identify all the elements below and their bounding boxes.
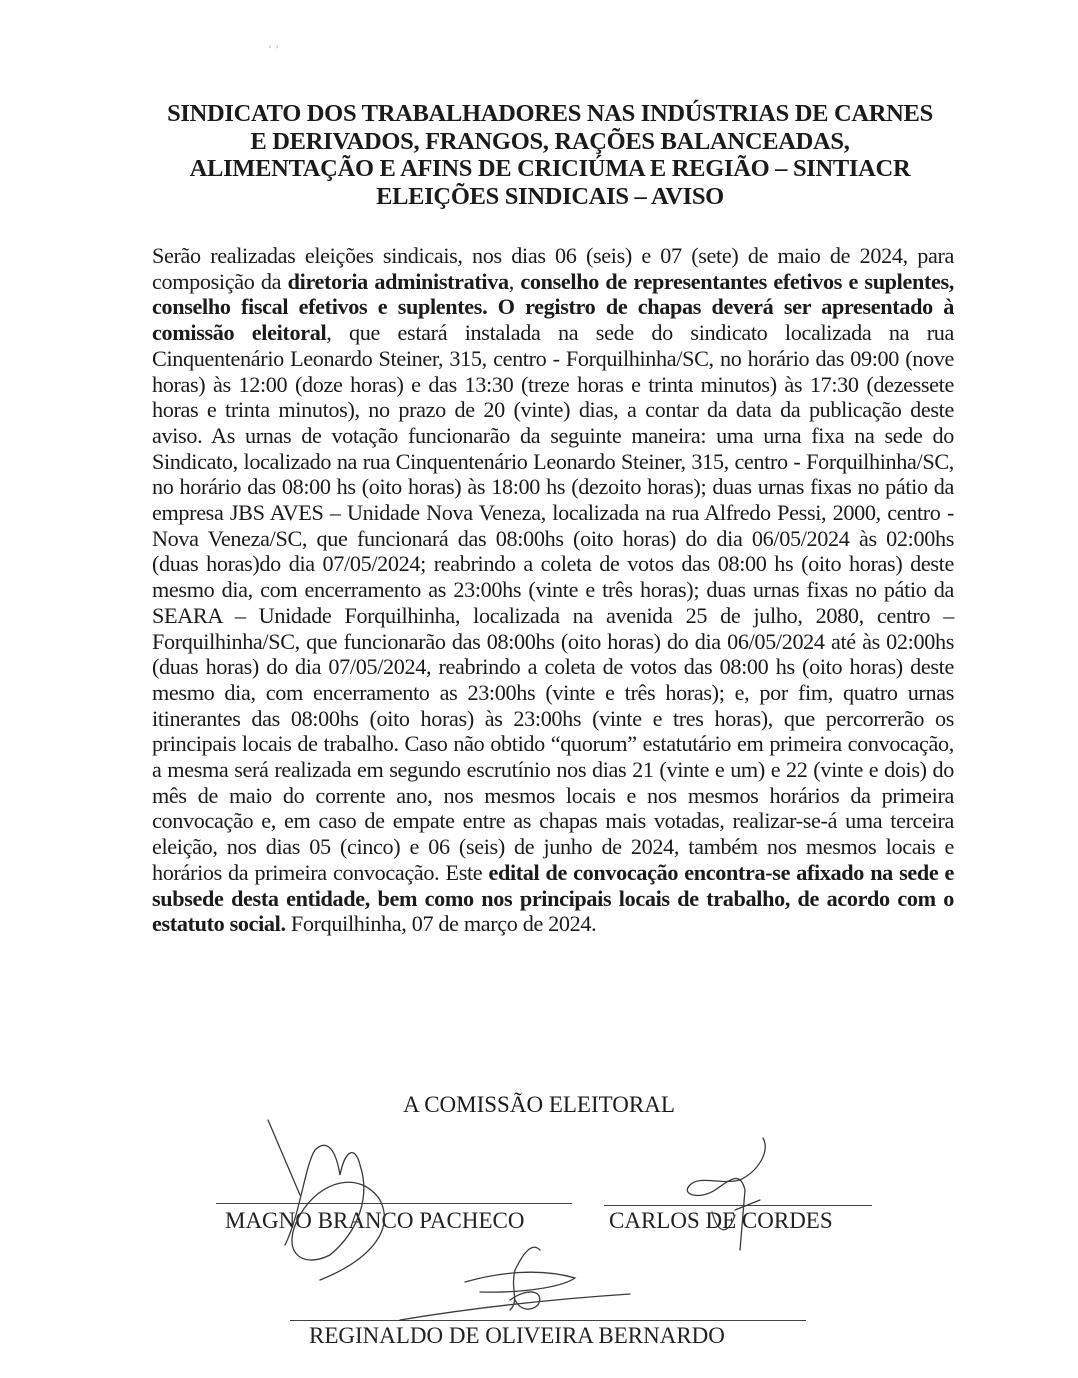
title-line-4-subtitle: ELEIÇÕES SINDICAIS – AVISO — [376, 182, 724, 210]
title-line-2: E DERIVADOS, FRANGOS, RAÇÕES BALANCEADAS, — [250, 127, 850, 155]
body-segment: , que estará instalada na sede do sindicato localizada na rua Cinquentenário Leonardo Steiner, 315, centro - Forquilhinha/SC, no horário das 09:00 (nove horas) às 12:00 (doze horas) e das 13:30 (treze horas e trinta minutos) às 17:30 (dezessete horas e trinta minutos), no prazo de 20 (vinte) dias, a contar da data da publicação deste aviso. As urnas de votação funcionarão da seguinte maneira: uma urna fixa na sede do Sindicato, localizado na rua Cinquentenário Leonardo Steiner, 315, centro - Forquilhinha/SC, no horário das 08:00 hs (oito horas) às 18:00 hs (dezoito horas); duas urnas fixas no pátio da empresa JBS AVES – Unidade Nova Veneza, localizada na rua Alfredo Pessi, 2000, centro - Nova Veneza/SC, que funcionará das 08:00hs (oito horas) do dia 06/05/2024 às 02:00hs (duas horas)do dia 07/05/2024; reabrindo a coleta de votos das 08:00 hs (oito horas) deste mesmo dia, com encerramento as 23:00hs (vinte e três horas); duas urnas fixas no pátio da SEARA – Unidade Forquilhinha, localizada na avenida 25 de julho, 2080, centro – Forquilhinha/SC, que funcionarão das 08:00hs (oito horas) do dia 06/05/2024 até às 02:00hs (duas horas) do dia 07/05/2024, reabrindo a coleta de votos das 08:00 hs (oito horas) deste mesmo dia, com encerramento as 23:00hs (vinte e três horas); e, por fim, quatro urnas itinerantes das 08:00hs (oito horas) às 23:00hs (vinte e tres horas), que percorrerão os principais locais de trabalho. Caso não obtido “quorum” estatutário em primeira convocação, a mesma será realizada em segundo escrutínio nos dias 21 (vinte e um) e 22 (vinte e dois) do mês de maio do corrente ano, nos mesmos locais e nos mesmos horários da primeira convocação e, em caso de empate entre as chapas mais votadas, realizar-se-á uma terceira eleição, nos dias 05 (cinco) e 06 (seis) de junho de 2024, também nos mesmos locais e horários da primeira convocação. Este — [152, 320, 954, 885]
body-segment: Serão realizadas eleições sindicais, nos dias 06 (seis) e 07 (sete) de maio de 2024, para composição da — [152, 243, 954, 294]
signer-name-3: REGINALDO DE OLIVEIRA BERNARDO — [309, 1323, 725, 1348]
notice-body — [152, 243, 954, 937]
body-segment: Forquilhinha, 07 de março de 2024. — [285, 911, 597, 937]
commission-label: A COMISSÃO ELEITORAL — [403, 1092, 675, 1117]
signer-name-2: CARLOS DE CORDES — [609, 1208, 833, 1233]
scan-mark: ‘ ’ — [268, 42, 279, 56]
body-segment: , — [508, 268, 521, 294]
signature-line-2 — [604, 1205, 872, 1206]
body-segment-bold: conselho de representantes efetivos e suplentes, conselho fiscal efetivos e suplentes. O registro de chapas deverá ser apresentado à comissão eleitoral — [152, 268, 954, 346]
signature-scribble-1 — [268, 1120, 384, 1280]
title-line-1: SINDICATO DOS TRABALHADORES NAS INDÚSTRIAS DE CARNES — [167, 100, 933, 127]
title-line-3: ALIMENTAÇÃO E AFINS DE CRICIÚMA E REGIÃO – SINTIACR — [189, 155, 911, 182]
body-segment-bold: edital de convocação encontra-se afixado na sede e subsede desta entidade, bem como nos principais locais de trabalho, de acordo com o estatuto social. — [152, 859, 954, 937]
body-segment-bold: diretoria administrativa — [287, 268, 509, 294]
signature-line-1 — [216, 1203, 572, 1204]
document-title — [120, 100, 980, 210]
signature-scribble-3 — [400, 1247, 630, 1320]
signer-name-1: MAGNO BRANCO PACHECO — [225, 1208, 525, 1233]
signature-line-3 — [290, 1320, 806, 1321]
